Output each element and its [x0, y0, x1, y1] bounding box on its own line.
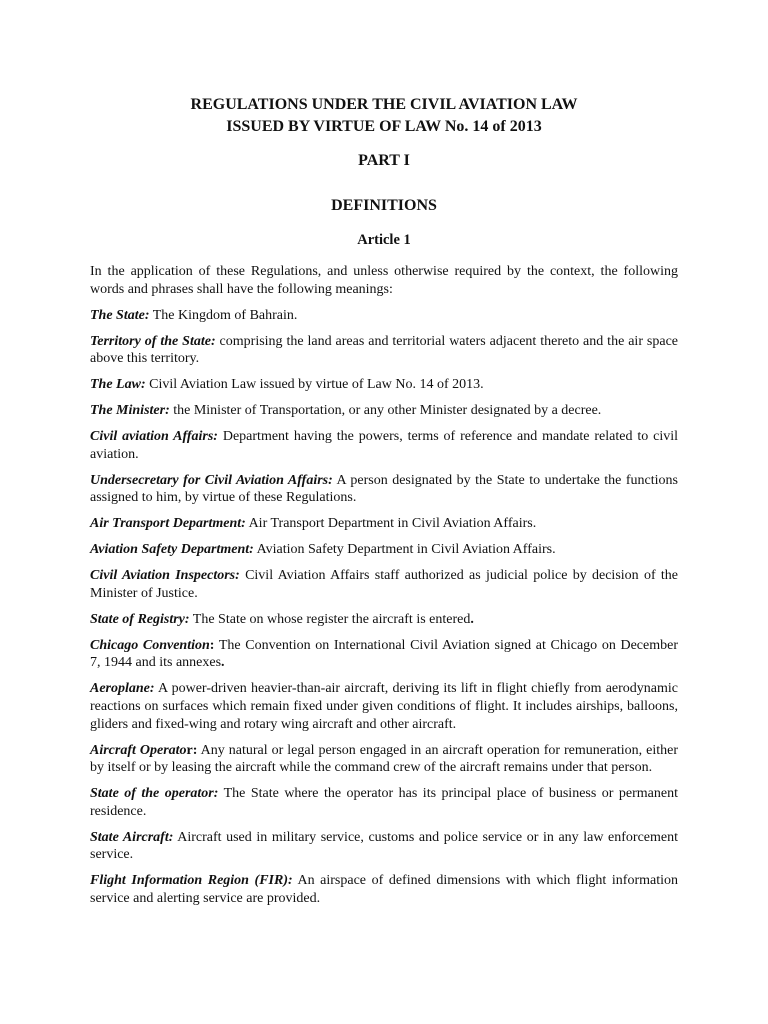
definition-term: Undersecretary for Civil Aviation Affairs:: [90, 472, 333, 488]
definition-text: Civil Aviation Affairs staff authorized as judicial police by decision of the Minister of Justice.: [90, 568, 678, 601]
definition-item: [90, 611, 678, 629]
definition-term: Civil aviation Affairs:: [90, 429, 218, 445]
definition-term: State Aircraft:: [90, 829, 174, 845]
definition-item: [90, 472, 678, 507]
definition-text: An airspace of defined dimensions with which flight information service and alerting service are provided.: [90, 873, 678, 906]
definition-term: State of the operator:: [90, 786, 219, 802]
section-heading: DEFINITIONS: [331, 197, 437, 214]
definition-text: The Kingdom of Bahrain.: [149, 307, 298, 323]
definition-term: Flight Information Region (FIR):: [90, 873, 293, 889]
definition-text: Aviation Safety Department in Civil Aviation Affairs.: [253, 542, 556, 558]
definition-item: [90, 376, 678, 394]
definition-text: The State where the operator has its principal place of business or permanent residence.: [90, 786, 678, 819]
definition-tail: .: [221, 655, 225, 671]
definition-term: Aeroplane:: [90, 681, 155, 697]
definition-text: The State on whose register the aircraft is entered: [189, 611, 471, 627]
definition-tail: .: [470, 611, 474, 627]
definition-item: [90, 307, 678, 325]
document-body: [90, 263, 678, 916]
article-heading: Article 1: [357, 232, 411, 248]
definition-item: [90, 637, 678, 672]
document-title-line2: ISSUED BY VIRTUE OF LAW No. 14 of 2013: [226, 118, 542, 135]
definition-term: Civil Aviation Inspectors:: [90, 568, 240, 584]
definition-term: The Minister:: [90, 403, 170, 419]
definition-text: Air Transport Department in Civil Aviation Affairs.: [245, 516, 537, 532]
definition-text: Aircraft used in military service, customs and police service or in any law enforcement service.: [90, 829, 678, 863]
definition-term: The Law:: [90, 377, 146, 393]
definition-item: [90, 333, 678, 368]
definition-colon: :: [209, 637, 215, 653]
intro-paragraph: In the application of these Regulations, and unless otherwise required by the context, the following words and phrases shall have the following meanings:: [90, 264, 678, 297]
definition-text: A person designated by the State to undertake the functions assigned to him, by virtue of these Regulations.: [90, 472, 678, 506]
definition-term: Aviation Safety Department:: [90, 542, 254, 558]
definition-term: Aircraft Operato: [90, 742, 187, 758]
definition-item: [90, 742, 678, 777]
definition-term: The State:: [90, 307, 150, 323]
definition-text: comprising the land areas and territorial waters adjacent thereto and the air space above this territory.: [90, 333, 679, 367]
definition-item: [90, 541, 678, 559]
definition-text: A power-driven heavier-than-air aircraft, deriving its lift in flight chiefly from aerodynamic reactions on surfaces which remain fixed under given conditions of flight. It includes airships, balloons, gliders and fixed-wing and rotary wing aircraft and other aircraft.: [90, 681, 678, 732]
definition-item: [90, 515, 678, 533]
definition-colon: r:: [186, 742, 198, 758]
part-heading: PART I: [358, 152, 410, 169]
definition-item: [90, 872, 678, 907]
definition-term: Air Transport Department:: [90, 516, 246, 532]
definition-item: [90, 680, 678, 733]
definition-text: Civil Aviation Law issued by virtue of Law No. 14 of 2013.: [145, 377, 484, 393]
definition-item: [90, 567, 678, 602]
definition-term: Chicago Convention: [90, 637, 210, 653]
definition-item: [90, 829, 678, 864]
definition-item: [90, 785, 678, 820]
definition-text: Department having the powers, terms of reference and mandate related to civil aviation.: [90, 429, 678, 462]
definition-term: State of Registry:: [90, 611, 190, 627]
definition-term: Territory of the State:: [90, 333, 216, 349]
definition-item: [90, 402, 678, 420]
definition-text: The Convention on International Civil Aviation signed at Chicago on December 7, 1944 and its annexes: [90, 637, 678, 671]
definition-text: the Minister of Transportation, or any other Minister designated by a decree.: [169, 403, 602, 419]
definition-item: [90, 428, 678, 463]
definition-text: Any natural or legal person engaged in an aircraft operation for remuneration, either by itself or by leasing the aircraft while the command crew of the aircraft remains under that person.: [90, 742, 678, 776]
document-title-line1: REGULATIONS UNDER THE CIVIL AVIATION LAW: [190, 96, 578, 113]
